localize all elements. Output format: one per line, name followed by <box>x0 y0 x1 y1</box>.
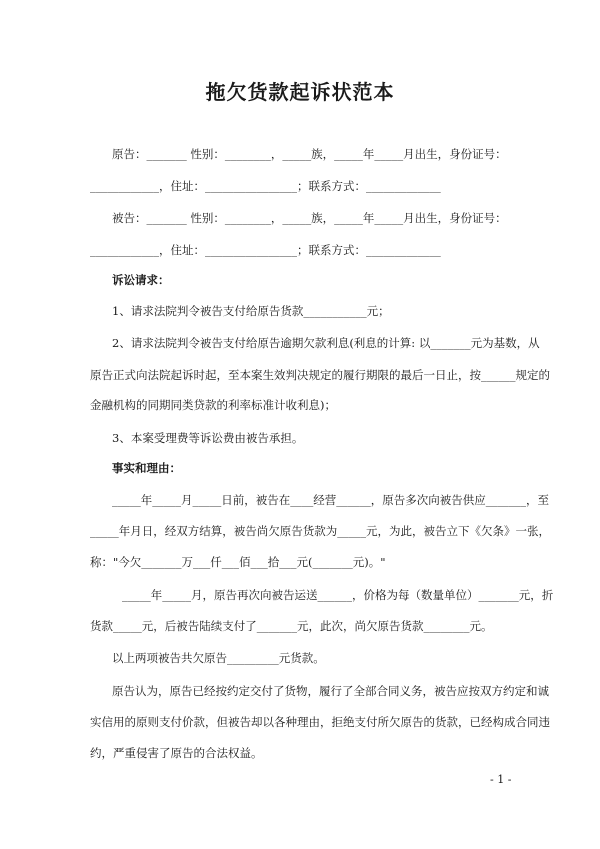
plaintiff-line-2: ____________，住址：________________；联系方式：_____________ <box>90 179 441 193</box>
facts-line-8: 实信用的原则支付价款，但被告却以各种理由，拒绝支付所欠原告的货款，已经构成合同违 <box>90 715 550 729</box>
claim-1: 1、请求法院判令被告支付给原告货款___________元； <box>112 304 390 318</box>
claims-heading: 诉讼请求： <box>112 273 170 287</box>
claim-2: 2、请求法院判令被告支付给原告逾期欠款利息(利息的计算: 以_______元为基数，从 <box>112 336 540 350</box>
plaintiff-line-1: 原告：_______ 性别：________，_____族，_____年_____月出生，身份证号： <box>112 147 507 161</box>
claim-2-cont-2: 金融机构的同期同类贷款的利率标准计收利息)； <box>90 398 336 412</box>
claim-3: 3、本案受理费等诉讼费由被告承担。 <box>112 431 304 445</box>
document-title: 拖欠货款起诉状范本 <box>205 80 395 104</box>
facts-line-6: 以上两项被告共欠原告_________元货款。 <box>112 651 325 665</box>
defendant-line-2: ____________，住址：________________；联系方式：_____________ <box>90 243 441 257</box>
facts-line-4: _____年_____月，原告再次向被告运送______，价格为每（数量单位）_______元，折 <box>122 588 554 602</box>
facts-line-1: _____年_____月_____日前，被告在____经营______，原告多次向被告供应_______，至 <box>112 493 549 507</box>
facts-line-9: 约，严重侵害了原告的合法权益。 <box>90 746 263 760</box>
facts-line-2: _____年月日，经双方结算，被告尚欠原告货款为_____元，为此，被告立下《欠条》一张， <box>90 524 550 538</box>
facts-heading: 事实和理由： <box>112 461 181 475</box>
defendant-line-1: 被告：_______ 性别：________，_____族，_____年_____月出生，身份证号： <box>112 211 507 225</box>
facts-line-7: 原告认为，原告已经按约定交付了货物，履行了全部合同义务，被告应按双方约定和诚 <box>112 684 549 698</box>
claim-2-cont-1: 原告正式向法院起诉时起，至本案生效判决规定的履行期限的最后一日止，按______规定的 <box>90 368 550 382</box>
facts-line-5: 货款_____元，后被告陆续支付了_______元，此次，尚欠原告货款________元。 <box>90 619 493 633</box>
page-number: - 1 - <box>490 773 512 786</box>
facts-line-3: 称："今欠_______万___仟___佰___拾___元(_______元)。" <box>90 555 386 569</box>
